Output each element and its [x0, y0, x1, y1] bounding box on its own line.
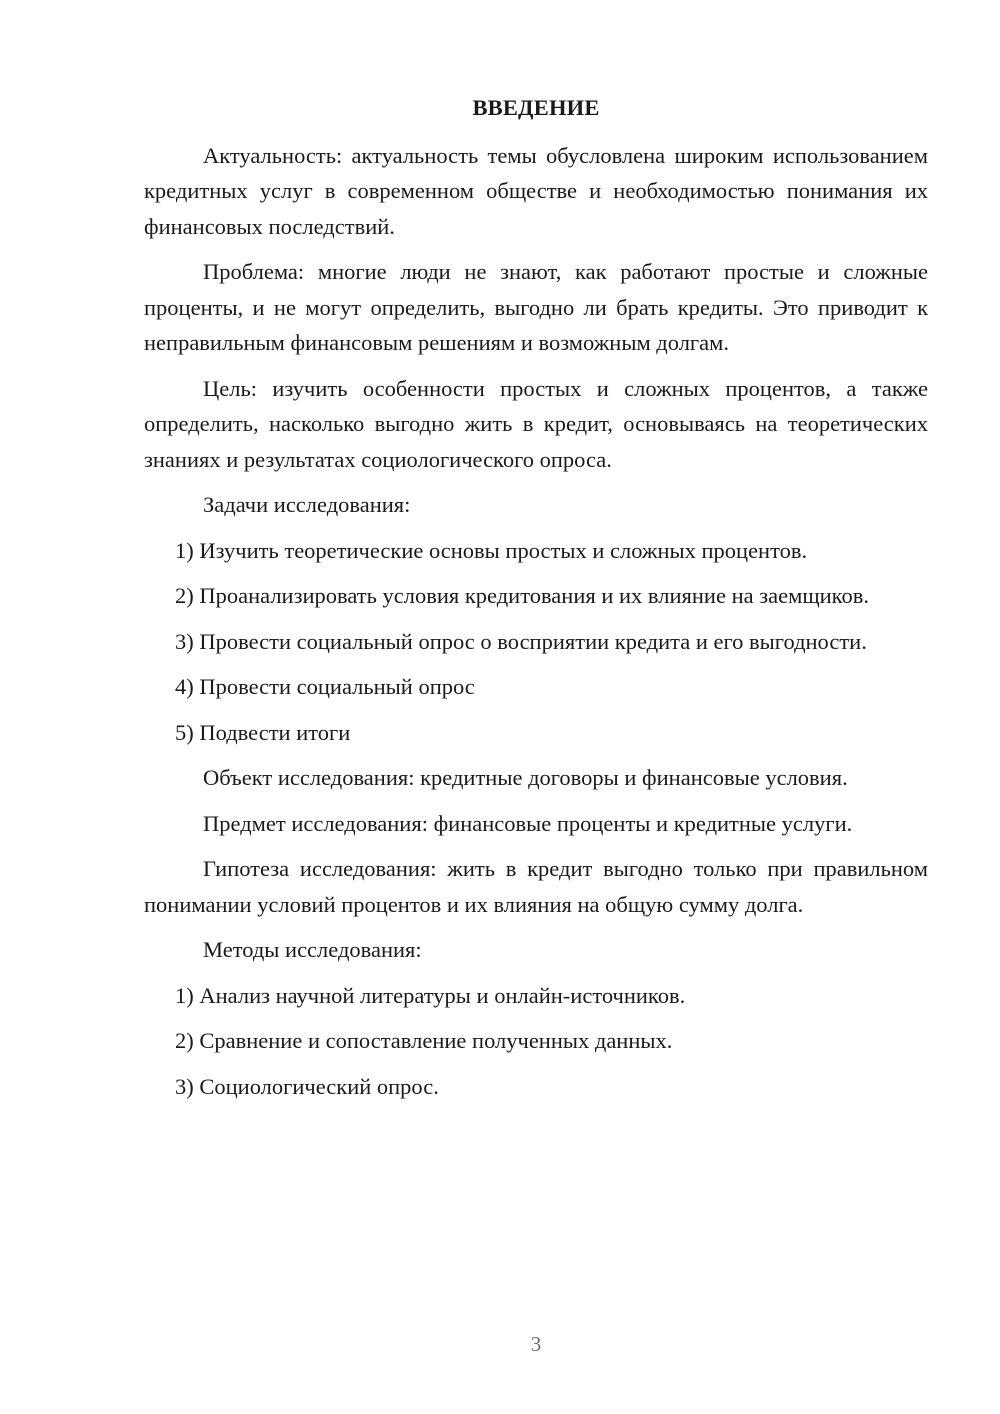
task-item: 3) Провести социальный опрос о восприятии кредита и его выгодности. — [175, 628, 867, 654]
page-content — [144, 90, 928, 1114]
task-item: 2) Проанализировать условия кредитования и их влияние на заемщиков. — [175, 583, 869, 608]
methods-heading: Методы исследования: — [203, 937, 422, 962]
method-item: 1) Анализ научной литературы и онлайн-источников. — [175, 982, 686, 1008]
method-item: 2) Сравнение и сопоставление полученных данных. — [175, 1028, 673, 1053]
task-item: 5) Подвести итоги — [175, 719, 351, 745]
object-paragraph: Объект исследования: кредитные договоры и финансовые условия. — [203, 765, 848, 790]
hypothesis-paragraph: Гипотеза исследования: жить в кредит выгодно только при правильном понимании условий процентов и их влияния на общую сумму долга. — [144, 856, 928, 917]
problem-paragraph: Проблема: многие люди не знают, как работают простые и сложные проценты, и не могут определить, выгодно ли брать кредиты. Это приводит к неправильным финансовым решениям и возможным долгам. — [144, 259, 928, 355]
task-item: 4) Провести социальный опрос — [175, 674, 475, 699]
tasks-heading: Задачи исследования: — [203, 492, 411, 517]
goal-paragraph: Цель: изучить особенности простых и сложных процентов, а также определить, насколько выгодно жить в кредит, основываясь на теоретических знаниях и результатах социологического опроса. — [144, 375, 928, 472]
page-number: 3 — [530, 1332, 542, 1356]
method-item: 3) Социологический опрос. — [175, 1073, 439, 1099]
section-heading: ВВЕДЕНИЕ — [472, 95, 600, 120]
relevance-paragraph: Актуальность: актуальность темы обусловлена широким использованием кредитных услуг в современном обществе и необходимостью понимания их финансовых последствий. — [144, 142, 928, 239]
subject-paragraph: Предмет исследования: финансовые проценты и кредитные услуги. — [203, 810, 853, 836]
task-item: 1) Изучить теоретические основы простых и сложных процентов. — [175, 537, 808, 563]
